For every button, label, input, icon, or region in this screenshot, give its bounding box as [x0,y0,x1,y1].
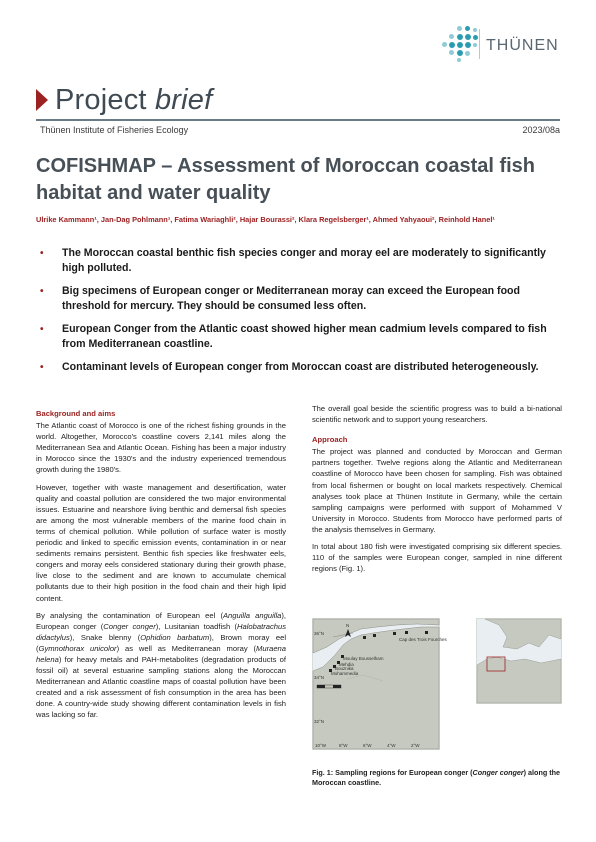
header-rule [36,119,560,121]
author-list: Ulrike Kammann¹, Jan-Dag Pohlmann¹, Fatima Wariaghli², Hajar Bourassi², Klara Regelsberger¹, Ahmed Yahyaoui², Reinhold Hanel¹ [36,215,495,224]
key-point: • European Conger from the Atlantic coast showed higher mean cadmium levels compared to fish from Mediterranean coastline. [40,323,547,350]
thuenen-logo [442,26,567,64]
left-column [36,408,286,727]
logo-dots-icon [442,26,478,62]
figure-caption: Fig. 1: Sampling regions for European conger (Conger conger) along the Moroccan coastline. [312,768,561,787]
approach-paragraph-1: The project was planned and conducted by Moroccan and German partners together. Twelve regions along the Atlantic and Mediterranean coastline of Morocco have been chosen for sampling. Fish was obtained from local fishermen or bought on local markets respectively. Chemical analyses took place at Thünen Institute in Germany, while the certain sampling campaigns were performed with support of Mohammed V University in Morocco. Students from Morocco have performed parts of the analysis themselves in Germany. [312,447,562,534]
key-point: • Big specimens of European conger or Mediterranean moray can exceed the European food threshold for mercury. They should be consumed less often. [40,285,520,312]
logo-divider [479,29,480,59]
map-label: Mohammedia [331,671,359,676]
inset-map-svg [477,619,561,703]
svg-text:4°W: 4°W [387,743,396,748]
map-label: Cap des Trois Fourches [399,637,447,642]
map-label: Mehdia [339,662,354,667]
bullet-icon: • [40,248,44,259]
svg-text:36°N: 36°N [314,631,325,636]
institute-name: Thünen Institute of Fisheries Ecology [40,125,189,135]
goal-paragraph: The overall goal beside the scientific progress was to build a bi-national scientific network and to support young researchers. [312,404,562,425]
logo-wordmark: THÜNEN [486,37,559,54]
sampling-map [312,618,447,750]
map-label: Bouznika [335,666,354,671]
approach-heading: Approach [312,435,348,445]
background-heading: Background and aims [36,409,116,418]
key-points-list [40,246,550,383]
key-point: • Contaminant levels of European conger from Moroccan coast are distributed heterogeneously. [40,361,539,373]
document-title: COFISHMAP – Assessment of Moroccan coastal fish habitat and water quality [36,155,536,204]
sampling-map-svg [313,619,447,749]
overview-inset-map [476,618,562,704]
background-paragraph-3: By analysing the contamination of European eel (Anguilla anguilla), European conger (Conger conger), Lusitanian toadfish (Halobatrachus didactylus), Snake blenny (Ophidion barbatum), Brown moray eel (Gymnothorax unicolor) as well as Mediterranean moray (Muraena helena) for heavy metals and PAH-metabolites (degradation products of fossil oil) at several estuarine sampling stations along the Moroccan Mediterranean and Atlantic coastline maps of coastal pollution have been created and a risk assessment of fish consumption in the area has been done. A country-wide study showing different contamination levels in fish was lacking so far. [36,610,287,720]
svg-text:34°N: 34°N [314,675,325,680]
svg-text:6°W: 6°W [363,743,372,748]
background-paragraph-1: The Atlantic coast of Morocco is one of the richest fishing grounds in the world. Altogether, Morocco's coastline covers 2,141 miles along the Mediterranean Sea and Atlantic Ocean. Fishing has been a major industry in Morocco since the 1930's and the industry experienced tremendous growth during the 1980's. [36,421,286,475]
issue-number: 2023/08a [522,125,560,135]
svg-text:32°N: 32°N [314,719,325,724]
brand-title [55,84,212,117]
brand-triangle-icon [36,89,48,111]
svg-text:2°W: 2°W [411,743,420,748]
right-column [312,403,562,580]
background-paragraph-2: However, together with waste management and desertification, water quality and coastal pollution are considered the two major environmental issues. Estuarine and nearshore living benthic and demersal fish species are among the most vulnerable members of the marine food chain in terms of chemical pollution. While pollution of surface water is mostly periodic and linked to specific emission events, contamination in or near sediments remains persistent. Benthic fish species like freshwater eels, congers and moray eels considered stationary during their growth phase, live close to the sediment and are known to accumulate chemical pollutants due to their high position in the food chain and their high lipid content. [36,482,286,603]
brand-word-project: Project [55,84,147,116]
svg-text:N: N [346,623,350,628]
map-label: Moulay Bousselham [343,656,384,661]
svg-text:8°W: 8°W [339,743,348,748]
bullet-icon: • [40,362,44,373]
bullet-icon: • [40,324,44,335]
bullet-icon: • [40,286,44,297]
svg-text:10°W: 10°W [315,743,327,748]
approach-paragraph-2: In total about 180 fish were investigated comprising six different species. 110 of the samples were European conger, sampled in nine different regions (Fig. 1). [312,542,562,574]
key-point: • The Moroccan coastal benthic fish species conger and moray eel are moderately to significantly high polluted. [40,247,546,274]
brand-word-brief: brief [154,84,213,116]
